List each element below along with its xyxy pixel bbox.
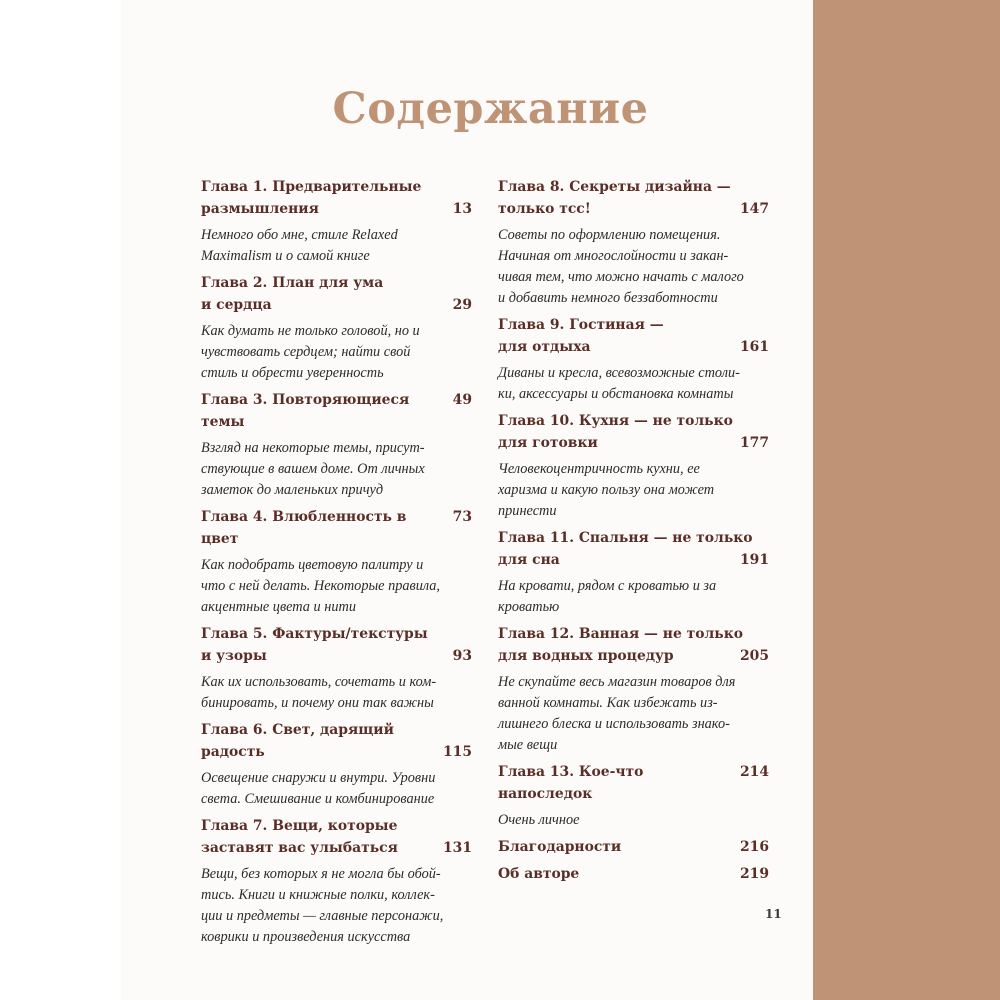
chapter-title-line: Глава 4. Влюбленность в цвет	[201, 509, 407, 547]
description-line: Как думать не только головой, но и	[201, 323, 420, 339]
chapter-title-row	[201, 506, 472, 550]
toc-entry	[201, 272, 472, 384]
chapter-title-line: Глава 9. Гостиная —	[498, 317, 664, 333]
description-line: тись. Книги и книжные полки, коллек-	[201, 887, 435, 903]
toc-entry	[201, 176, 472, 267]
chapter-title-row	[498, 863, 769, 885]
chapter-description	[498, 363, 769, 405]
description-line: Немного обо мне, стиле Relaxed	[201, 227, 398, 243]
chapter-page-number: 93	[452, 648, 472, 664]
description-line: заметок до маленьких причуд	[201, 482, 384, 498]
description-line: ции и предметы — главные персонажи,	[201, 908, 444, 924]
chapter-heading	[498, 836, 769, 858]
toc-entry	[498, 761, 769, 831]
chapter-page-number: 29	[452, 297, 472, 313]
chapter-description	[498, 225, 769, 309]
description-line: ствующие в вашем доме. От личных	[201, 461, 425, 477]
chapter-title-line: Благодарности	[498, 839, 622, 855]
chapter-heading	[498, 314, 769, 358]
chapter-title-line: только тсс!	[498, 201, 591, 217]
chapter-description	[201, 438, 472, 501]
toc-column-right	[498, 176, 769, 885]
chapter-title-row	[498, 549, 769, 571]
description-line: чивая тем, что можно начать с малого	[498, 269, 744, 285]
toc-entry	[498, 836, 769, 858]
description-line: ванной комнаты. Как избежать из-	[498, 695, 718, 711]
description-line: и добавить немного беззаботности	[498, 290, 718, 306]
description-line: Взгляд на некоторые темы, присут-	[201, 440, 425, 456]
description-line: Вещи, без которых я не могла бы обой-	[201, 866, 441, 882]
chapter-heading	[498, 623, 769, 667]
chapter-heading	[201, 506, 472, 550]
toc-entry	[498, 527, 769, 618]
description-line: Начиная от многослойности и закан-	[498, 248, 729, 264]
chapter-heading	[201, 176, 472, 220]
chapter-title-line: Глава 13. Кое-что напоследок	[498, 764, 644, 802]
description-line: чувствовать сердцем; найти свой	[201, 344, 411, 360]
toc-entry	[498, 410, 769, 522]
description-line: На кровати, рядом с кроватью и за	[498, 578, 717, 594]
chapter-title-row	[498, 198, 769, 220]
toc-entry	[201, 719, 472, 810]
chapter-title-row	[498, 336, 769, 358]
chapter-title-row	[201, 389, 472, 433]
toc-entry	[498, 863, 769, 885]
description-line: харизма и какую пользу она может	[498, 482, 715, 498]
chapter-title-line: для отдыха	[498, 339, 591, 355]
toc-entry	[201, 815, 472, 948]
chapter-title-row	[201, 741, 472, 763]
chapter-title-line: Глава 1. Предварительные	[201, 179, 422, 195]
chapter-page-number: 205	[740, 648, 769, 664]
chapter-title-line: Глава 3. Повторяющиеся темы	[201, 392, 410, 430]
description-line: Как подобрать цветовую палитру и	[201, 557, 424, 573]
chapter-title-line: Глава 2. План для ума	[201, 275, 384, 291]
chapter-heading	[498, 863, 769, 885]
chapter-title-line: Глава 7. Вещи, которые	[201, 818, 398, 834]
chapter-heading	[498, 410, 769, 454]
chapter-title-line: Глава 10. Кухня — не только	[498, 413, 733, 429]
chapter-description	[201, 864, 472, 948]
description-line: Человекоцентричность кухни, ее	[498, 461, 700, 477]
chapter-description	[498, 459, 769, 522]
description-line: Диваны и кресла, всевозможные столи-	[498, 365, 740, 381]
chapter-title-line: размышления	[201, 201, 319, 217]
chapter-title-line: Глава 8. Секреты дизайна —	[498, 179, 731, 195]
chapter-title-row	[201, 198, 472, 220]
chapter-page-number: 13	[452, 201, 472, 217]
toc-entry	[498, 176, 769, 309]
chapter-description	[201, 225, 472, 267]
chapter-page-number: 147	[740, 201, 769, 217]
description-line: что с ней делать. Некоторые правила,	[201, 578, 440, 594]
chapter-title-row	[201, 645, 472, 667]
description-line: ки, аксессуары и обстановка комнаты	[498, 386, 734, 402]
toc-entry	[498, 314, 769, 405]
chapter-heading	[201, 272, 472, 316]
chapter-description	[201, 672, 472, 714]
chapter-page-number: 161	[740, 339, 769, 355]
chapter-page-number: 115	[443, 744, 472, 760]
page-title: Содержание	[332, 84, 649, 134]
chapter-description	[498, 576, 769, 618]
chapter-heading	[201, 719, 472, 763]
description-line: стиль и обрести уверенность	[201, 365, 384, 381]
description-line: кроватью	[498, 599, 560, 615]
toc-entry	[201, 389, 472, 501]
chapter-page-number: 73	[452, 509, 472, 525]
chapter-page-number: 219	[740, 866, 769, 882]
description-line: мые вещи	[498, 737, 558, 753]
chapter-description	[201, 321, 472, 384]
description-line: Советы по оформлению помещения.	[498, 227, 721, 243]
chapter-title-row	[201, 294, 472, 316]
chapter-title-row	[498, 761, 769, 805]
chapter-heading	[498, 761, 769, 805]
description-line: бинировать, и почему они так важны	[201, 695, 434, 711]
chapter-heading	[201, 623, 472, 667]
chapter-title-line: Глава 5. Фактуры/текстуры	[201, 626, 428, 642]
description-line: Очень личное	[498, 812, 580, 828]
description-line: коврики и произведения искусства	[201, 929, 411, 945]
description-line: принести	[498, 503, 557, 519]
chapter-heading	[201, 389, 472, 433]
chapter-title-line: Об авторе	[498, 866, 580, 882]
description-line: лишнего блеска и использовать знако-	[498, 716, 730, 732]
description-line: Освещение снаружи и внутри. Уровни	[201, 770, 436, 786]
chapter-title-row	[498, 836, 769, 858]
chapter-page-number: 177	[740, 435, 769, 451]
chapter-title-line: и узоры	[201, 648, 267, 664]
description-line: Как их использовать, сочетать и ком-	[201, 674, 437, 690]
chapter-page-number: 49	[452, 392, 472, 408]
color-side-strip	[813, 0, 1000, 1000]
chapter-title-line: Глава 6. Свет, дарящий	[201, 722, 394, 738]
chapter-description	[498, 672, 769, 756]
chapter-title-line: для готовки	[498, 435, 598, 451]
toc-column-left	[201, 176, 472, 948]
page-number: 11	[765, 907, 782, 921]
toc-entry	[201, 623, 472, 714]
chapter-heading	[498, 527, 769, 571]
toc-entry	[498, 623, 769, 756]
chapter-description	[201, 768, 472, 810]
chapter-title-row	[498, 645, 769, 667]
chapter-title-line: заставят вас улыбаться	[201, 840, 398, 856]
chapter-title-line: Глава 11. Спальня — не только	[498, 530, 753, 546]
chapter-page-number: 214	[740, 764, 769, 780]
description-line: света. Смешивание и комбинирование	[201, 791, 435, 807]
chapter-description	[498, 810, 769, 831]
description-line: Не скупайте весь магазин товаров для	[498, 674, 736, 690]
chapter-title-row	[498, 432, 769, 454]
chapter-heading	[201, 815, 472, 859]
chapter-heading	[498, 176, 769, 220]
chapter-title-line: и сердца	[201, 297, 272, 313]
toc-entry	[201, 506, 472, 618]
chapter-page-number: 131	[443, 840, 472, 856]
chapter-page-number: 216	[740, 839, 769, 855]
chapter-description	[201, 555, 472, 618]
chapter-title-line: для сна	[498, 552, 560, 568]
chapter-title-line: радость	[201, 744, 265, 760]
chapter-page-number: 191	[740, 552, 769, 568]
chapter-title-line: для водных процедур	[498, 648, 674, 664]
chapter-title-line: Глава 12. Ванная — не только	[498, 626, 744, 642]
description-line: акцентные цвета и нити	[201, 599, 356, 615]
description-line: Maximalism и о самой книге	[201, 248, 370, 264]
chapter-title-row	[201, 837, 472, 859]
